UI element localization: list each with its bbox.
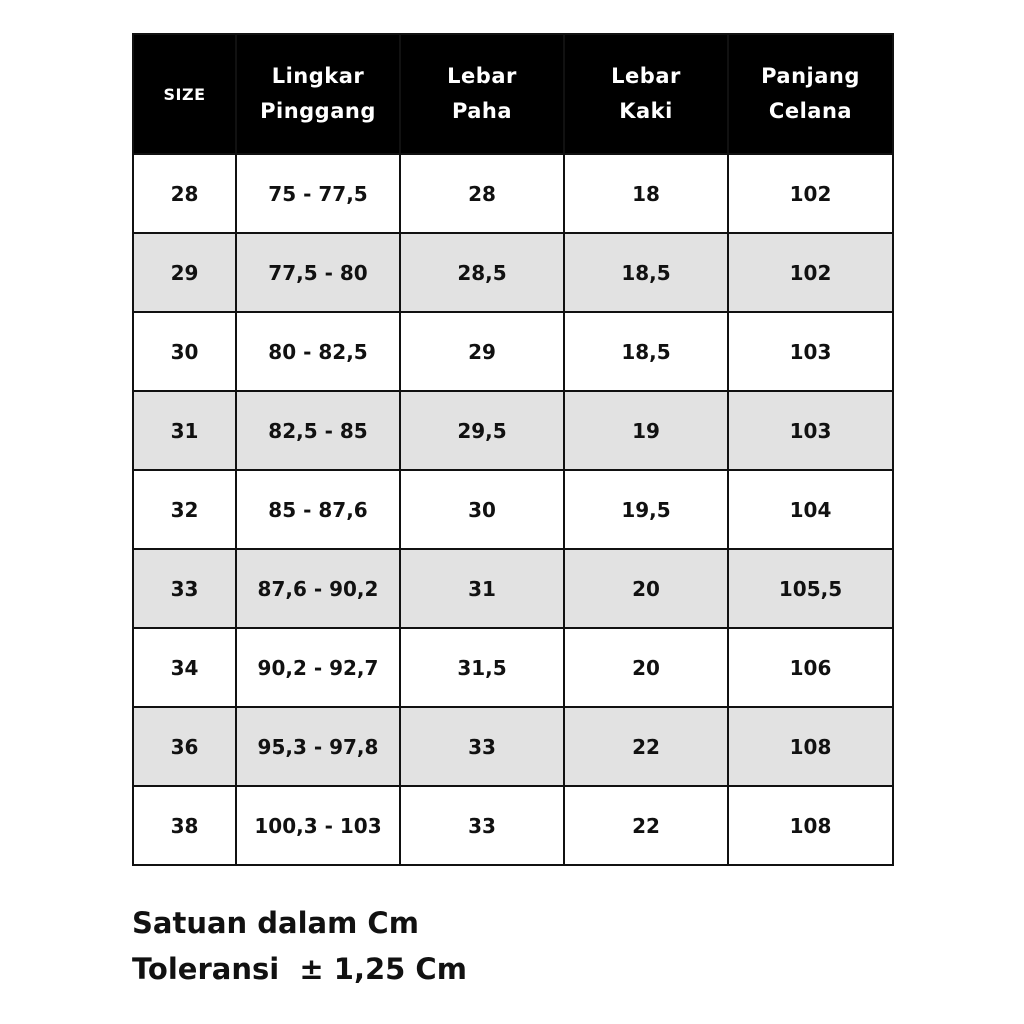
cell-lebar-kaki: 18,5 <box>564 233 728 312</box>
table-body <box>133 154 893 865</box>
cell-size: 30 <box>133 312 236 391</box>
cell-lingkar-pinggang: 85 - 87,6 <box>236 470 400 549</box>
cell-panjang-celana: 104 <box>728 470 893 549</box>
cell-panjang-celana: 103 <box>728 391 893 470</box>
cell-panjang-celana: 102 <box>728 233 893 312</box>
notes <box>132 900 467 992</box>
cell-lebar-kaki: 19,5 <box>564 470 728 549</box>
size-chart-table <box>132 33 894 866</box>
cell-lebar-kaki: 22 <box>564 786 728 865</box>
table-row <box>133 707 893 786</box>
cell-size: 32 <box>133 470 236 549</box>
cell-lebar-kaki: 22 <box>564 707 728 786</box>
cell-lebar-paha: 28,5 <box>400 233 564 312</box>
table-row <box>133 470 893 549</box>
cell-size: 29 <box>133 233 236 312</box>
cell-size: 34 <box>133 628 236 707</box>
cell-panjang-celana: 105,5 <box>728 549 893 628</box>
header-lebar-paha: Lebar Paha <box>400 34 564 154</box>
table-row <box>133 391 893 470</box>
table-header <box>133 34 893 154</box>
header-lingkar-pinggang: Lingkar Pinggang <box>236 34 400 154</box>
table-row <box>133 233 893 312</box>
cell-lebar-paha: 28 <box>400 154 564 233</box>
cell-lebar-paha: 29 <box>400 312 564 391</box>
header-lebar-kaki: Lebar Kaki <box>564 34 728 154</box>
cell-size: 36 <box>133 707 236 786</box>
cell-lingkar-pinggang: 82,5 - 85 <box>236 391 400 470</box>
cell-lebar-kaki: 20 <box>564 549 728 628</box>
cell-lingkar-pinggang: 87,6 - 90,2 <box>236 549 400 628</box>
unit-note: Satuan dalam Cm <box>132 906 419 940</box>
cell-lebar-paha: 30 <box>400 470 564 549</box>
cell-panjang-celana: 103 <box>728 312 893 391</box>
header-row <box>133 34 893 154</box>
cell-lebar-kaki: 19 <box>564 391 728 470</box>
cell-size: 38 <box>133 786 236 865</box>
cell-lebar-paha: 31 <box>400 549 564 628</box>
cell-panjang-celana: 108 <box>728 707 893 786</box>
tolerance-note: Toleransi ± 1,25 Cm <box>132 952 467 986</box>
table-row <box>133 312 893 391</box>
cell-lebar-paha: 33 <box>400 786 564 865</box>
cell-size: 28 <box>133 154 236 233</box>
cell-lingkar-pinggang: 90,2 - 92,7 <box>236 628 400 707</box>
cell-panjang-celana: 108 <box>728 786 893 865</box>
header-panjang-celana: Panjang Celana <box>728 34 893 154</box>
header-size: SIZE <box>133 34 236 154</box>
cell-lebar-kaki: 18,5 <box>564 312 728 391</box>
cell-lebar-paha: 31,5 <box>400 628 564 707</box>
cell-lebar-kaki: 18 <box>564 154 728 233</box>
table-row <box>133 154 893 233</box>
cell-lingkar-pinggang: 77,5 - 80 <box>236 233 400 312</box>
cell-panjang-celana: 102 <box>728 154 893 233</box>
cell-lingkar-pinggang: 100,3 - 103 <box>236 786 400 865</box>
cell-size: 31 <box>133 391 236 470</box>
cell-size: 33 <box>133 549 236 628</box>
cell-lingkar-pinggang: 95,3 - 97,8 <box>236 707 400 786</box>
cell-lingkar-pinggang: 80 - 82,5 <box>236 312 400 391</box>
table-row <box>133 628 893 707</box>
cell-lingkar-pinggang: 75 - 77,5 <box>236 154 400 233</box>
cell-lebar-paha: 29,5 <box>400 391 564 470</box>
table-row <box>133 549 893 628</box>
table-row <box>133 786 893 865</box>
cell-lebar-paha: 33 <box>400 707 564 786</box>
cell-lebar-kaki: 20 <box>564 628 728 707</box>
cell-panjang-celana: 106 <box>728 628 893 707</box>
